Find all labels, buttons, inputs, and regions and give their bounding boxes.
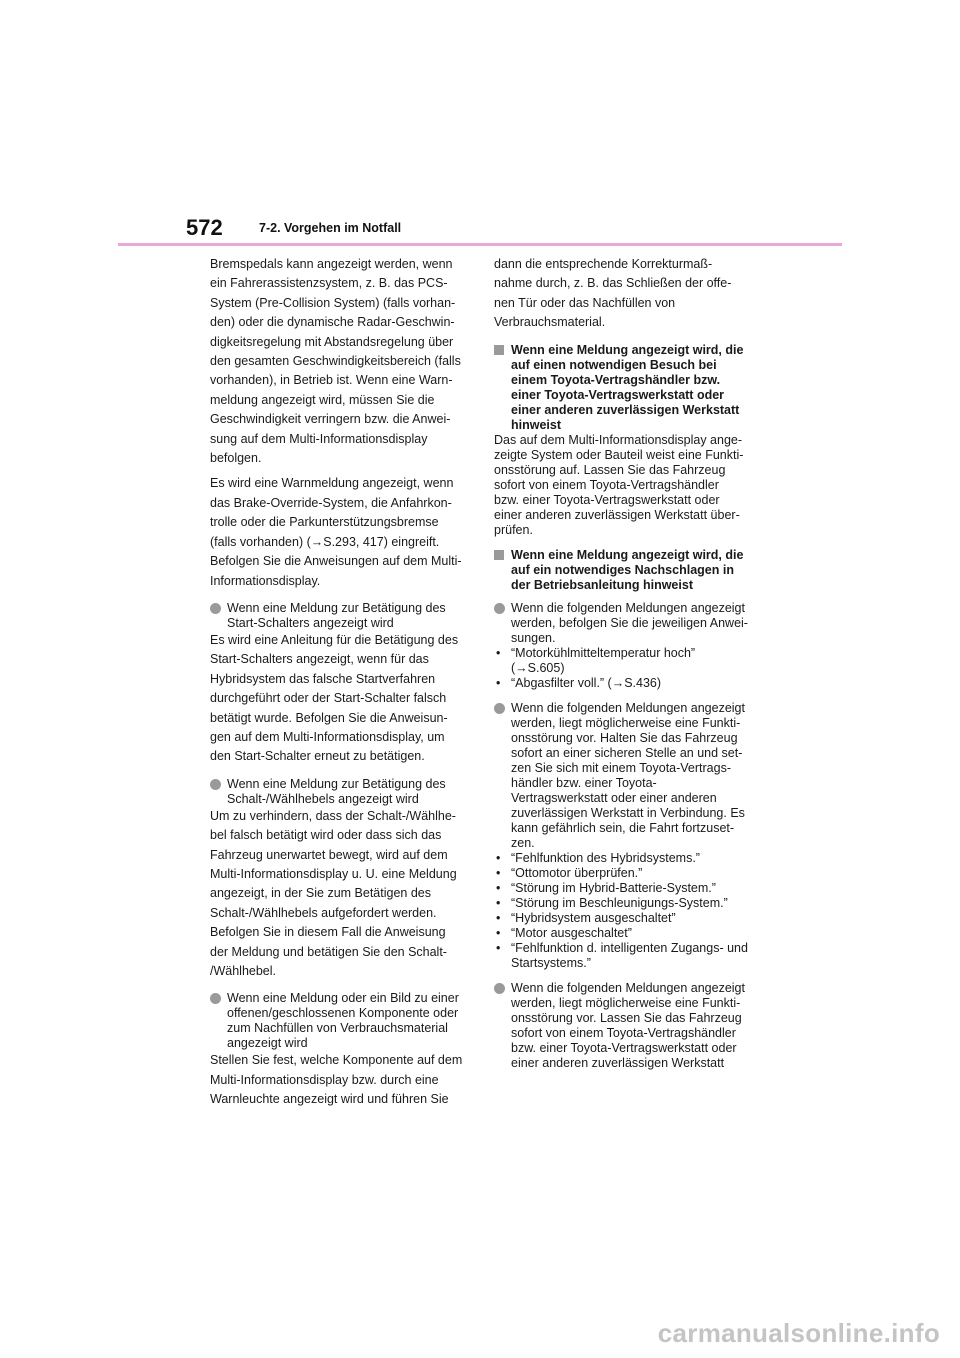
text-line: Warnleuchte angezeigt wird und führen Sie xyxy=(210,1092,449,1107)
text-line: betätigt wurde. Befolgen Sie die Anweisun- xyxy=(210,710,448,725)
text-line: nahme durch, z. B. das Schließen der offe- xyxy=(494,276,732,291)
text-line: Hybridsystem das falsche Startverfahren xyxy=(210,671,436,686)
bullet-stop-vehicle xyxy=(494,701,758,851)
text-line: einer anderen zuverlässigen Werkstatt xyxy=(511,402,740,417)
text-line: Vertragswerkstatt oder einer anderen xyxy=(511,790,717,805)
heading-dealer-visit xyxy=(494,343,758,433)
message-item xyxy=(494,676,758,691)
bullet-dot-icon xyxy=(494,603,505,614)
text-line: • “Hybridsystem ausgeschaltet” xyxy=(511,910,676,925)
text-line: onsstörung vor. Halten Sie das Fahrzeug xyxy=(511,730,738,745)
right-column xyxy=(494,255,758,1071)
text-line: Wenn eine Meldung angezeigt wird, die xyxy=(511,342,744,357)
message-list-2 xyxy=(494,851,758,971)
text-line: angezeigt, in der Sie zum Betätigen des xyxy=(210,886,431,901)
text-line: Befolgen Sie die Anweisungen auf dem Multi- xyxy=(210,554,462,569)
text-line: Es wird eine Warnmeldung angezeigt, wenn xyxy=(210,476,454,491)
text-line: vorhanden), in Betrieb ist. Wenn eine Warn- xyxy=(210,373,453,388)
text-line: (falls vorhanden) (→S.293, 417) eingreift. xyxy=(210,534,440,549)
text-line: zeigte System oder Bauteil weist eine Funkti- xyxy=(494,447,744,462)
text-line: Das auf dem Multi-Informationsdisplay ange- xyxy=(494,432,743,447)
text-line: Wenn eine Meldung zur Betätigung des xyxy=(227,776,446,791)
bullet-shift-lever xyxy=(210,777,472,807)
section-title: 7-2. Vorgehen im Notfall xyxy=(259,221,402,235)
text-line: Wenn eine Meldung zur Betätigung des xyxy=(227,600,446,615)
bullet-dot-icon xyxy=(210,603,221,614)
message-item xyxy=(494,646,758,676)
text-line: befolgen. xyxy=(210,451,262,466)
text-line: Fahrzeug unerwartet bewegt, wird auf dem xyxy=(210,847,448,862)
bullet-heading xyxy=(227,777,472,807)
text-line: einer anderen zuverlässigen Werkstatt über- xyxy=(494,507,740,522)
text-line: Start-Schalters angezeigt, wenn für das xyxy=(210,652,429,667)
text-line: Wenn die folgenden Meldungen angezeigt xyxy=(511,700,745,715)
text-line: Informationsdisplay. xyxy=(210,573,321,588)
text-line: (→S.605) xyxy=(511,660,565,675)
text-line: Wenn die folgenden Meldungen angezeigt xyxy=(511,980,745,995)
text-line: prüfen. xyxy=(494,522,533,537)
text-line: sung auf dem Multi-Informationsdisplay xyxy=(210,431,428,446)
left-paragraph-2 xyxy=(210,474,472,590)
bullet-check-vehicle xyxy=(494,981,758,1071)
heading-owners-manual xyxy=(494,548,758,593)
text-line: werden, liegt möglicherweise eine Funkti- xyxy=(511,995,741,1010)
text-line: werden, liegt möglicherweise eine Funkti- xyxy=(511,715,741,730)
bullet-dot-icon xyxy=(494,983,505,994)
bullet-follow-instructions xyxy=(494,601,758,646)
text-line: digkeitsregelung mit Abstandsregelung über xyxy=(210,334,454,349)
text-line: einer Toyota-Vertragswerkstatt oder xyxy=(511,387,725,402)
text-line: Schalt-/Wählhebels aufgefordert werden. xyxy=(210,905,437,920)
text-line: Startsystems.” xyxy=(511,955,591,970)
text-line: • “Abgasfilter voll.” (→S.436) xyxy=(511,675,662,690)
text-line: Wenn die folgenden Meldungen angezeigt xyxy=(511,600,745,615)
text-line: auf ein notwendiges Nachschlagen in xyxy=(511,562,734,577)
message-list-1 xyxy=(494,646,758,691)
text-line: zum Nachfüllen von Verbrauchsmaterial xyxy=(227,1021,448,1036)
text-line: dann die entsprechende Korrekturmaß- xyxy=(494,257,713,271)
message-item xyxy=(494,851,758,866)
text-line: System (Pre-Collision System) (falls vorhan- xyxy=(210,295,456,310)
text-line: offenen/geschlossenen Komponente oder xyxy=(227,1006,459,1021)
bullet-component xyxy=(210,991,472,1051)
text-line: Verbrauchsmaterial. xyxy=(494,315,606,330)
text-line: Stellen Sie fest, welche Komponente auf dem xyxy=(210,1053,463,1068)
text-line: sofort von einem Toyota-Vertragshändler xyxy=(511,1025,736,1040)
header-rule xyxy=(118,243,842,246)
text-line: der Betriebsanleitung hinweist xyxy=(511,577,693,592)
text-line: sofort an einer sicheren Stelle an und set- xyxy=(511,745,743,760)
text-line: nen Tür oder das Nachfüllen von xyxy=(494,295,676,310)
text-line: meldung angezeigt wird, müssen Sie die xyxy=(210,392,435,407)
bullet-heading xyxy=(227,991,472,1051)
text-line: Wenn eine Meldung angezeigt wird, die xyxy=(511,547,744,562)
text-line: Schalt-/Wählhebels angezeigt wird xyxy=(227,791,419,806)
text-line: bzw. einer Toyota-Vertragswerkstatt oder xyxy=(511,1040,737,1055)
text-line: Start-Schalters angezeigt wird xyxy=(227,615,394,630)
text-line: Wenn eine Meldung oder ein Bild zu einer xyxy=(227,991,459,1006)
text-line: einer anderen zuverlässigen Werkstatt xyxy=(511,1055,725,1070)
bullet-dot-icon xyxy=(210,779,221,790)
page-number: 572 xyxy=(186,215,223,240)
message-item xyxy=(494,926,758,941)
text-line: den Start-Schalter erneut zu betätigen. xyxy=(210,749,425,764)
bullet-dot-icon xyxy=(210,993,221,1004)
text-line: zuverlässigen Werkstatt in Verbindung. Es xyxy=(511,805,745,820)
text-line: Multi-Informationsdisplay bzw. durch eine xyxy=(210,1072,439,1087)
text-line: zen. xyxy=(511,835,535,850)
text-line: werden, befolgen Sie die jeweiligen Anwei- xyxy=(511,615,748,630)
text-line: bzw. einer Toyota-Vertragswerkstatt oder xyxy=(494,492,720,507)
text-line: onsstörung vor. Lassen Sie das Fahrzeug xyxy=(511,1010,742,1025)
text-line: • “Störung im Beschleunigungs-System.” xyxy=(511,895,728,910)
text-line: • “Fehlfunktion des Hybridsystems.” xyxy=(511,850,700,865)
text-line: zen Sie sich mit einem Toyota-Vertrags- xyxy=(511,760,732,775)
text-line: /Wählhebel. xyxy=(210,964,277,978)
message-item xyxy=(494,911,758,926)
text-line: ein Fahrerassistenzsystem, z. B. das PCS- xyxy=(210,276,448,291)
left-paragraph-shift-lever xyxy=(210,807,472,982)
text-line: angezeigt wird xyxy=(227,1036,308,1051)
text-line: • “Störung im Hybrid-Batterie-System.” xyxy=(511,880,716,895)
message-item xyxy=(494,896,758,911)
text-line: trolle oder die Parkunterstützungsbremse xyxy=(210,515,439,530)
text-line: Befolgen Sie in diesem Fall die Anweisung xyxy=(210,925,446,940)
text-line: Es wird eine Anleitung für die Betätigung des xyxy=(210,632,459,647)
text-line: gen auf dem Multi-Informationsdisplay, um xyxy=(210,729,445,744)
left-paragraph-start-switch xyxy=(210,631,472,767)
square-bullet-icon xyxy=(494,550,504,560)
text-line: kann gefährlich sein, die Fahrt fortzuset- xyxy=(511,820,735,835)
text-line: den) oder die dynamische Radar-Geschwin- xyxy=(210,315,455,330)
left-paragraph-component xyxy=(210,1051,472,1109)
right-paragraph-dealer-visit xyxy=(494,433,758,538)
text-line: Multi-Informationsdisplay u. U. eine Meldung xyxy=(210,866,457,881)
left-paragraph-1 xyxy=(210,255,472,468)
bullet-dot-icon xyxy=(494,703,505,714)
text-line: auf einen notwendigen Besuch bei xyxy=(511,357,717,372)
text-line: den gesamten Geschwindigkeitsbereich (falls xyxy=(210,354,461,369)
text-line: bel falsch betätigt wird oder dass sich das xyxy=(210,828,442,843)
watermark: carmanualsonline.info xyxy=(657,1318,940,1348)
text-line: • “Motorkühlmitteltemperatur hoch” xyxy=(511,645,696,660)
text-line: • “Motor ausgeschaltet” xyxy=(511,925,632,940)
text-line: der Meldung und betätigen Sie den Schalt- xyxy=(210,944,447,959)
text-line: sofort von einem Toyota-Vertragshändler xyxy=(494,477,719,492)
text-line: onsstörung auf. Lassen Sie das Fahrzeug xyxy=(494,462,726,477)
message-item xyxy=(494,941,758,971)
text-line: Bremspedals kann angezeigt werden, wenn xyxy=(210,257,453,271)
square-bullet-icon xyxy=(494,345,504,355)
text-line: • “Ottomotor überprüfen.” xyxy=(511,865,643,880)
text-line: händler bzw. einer Toyota- xyxy=(511,775,657,790)
message-item xyxy=(494,866,758,881)
text-line: das Brake-Override-System, die Anfahrkon- xyxy=(210,495,452,510)
bullet-start-switch xyxy=(210,601,472,631)
bullet-heading xyxy=(227,601,472,631)
text-line: sungen. xyxy=(511,630,556,645)
text-line: hinweist xyxy=(511,417,562,432)
right-paragraph-0 xyxy=(494,255,758,333)
text-line: Geschwindigkeit verringern bzw. die Anwei- xyxy=(210,412,451,427)
left-column xyxy=(210,255,472,1116)
text-line: • “Fehlfunktion d. intelligenten Zugangs- und xyxy=(511,940,748,955)
text-line: durchgeführt oder der Start-Schalter falsch xyxy=(210,691,447,706)
message-item xyxy=(494,881,758,896)
text-line: Um zu verhindern, dass der Schalt-/Wählhe- xyxy=(210,808,456,823)
text-line: einem Toyota-Vertragshändler bzw. xyxy=(511,372,721,387)
